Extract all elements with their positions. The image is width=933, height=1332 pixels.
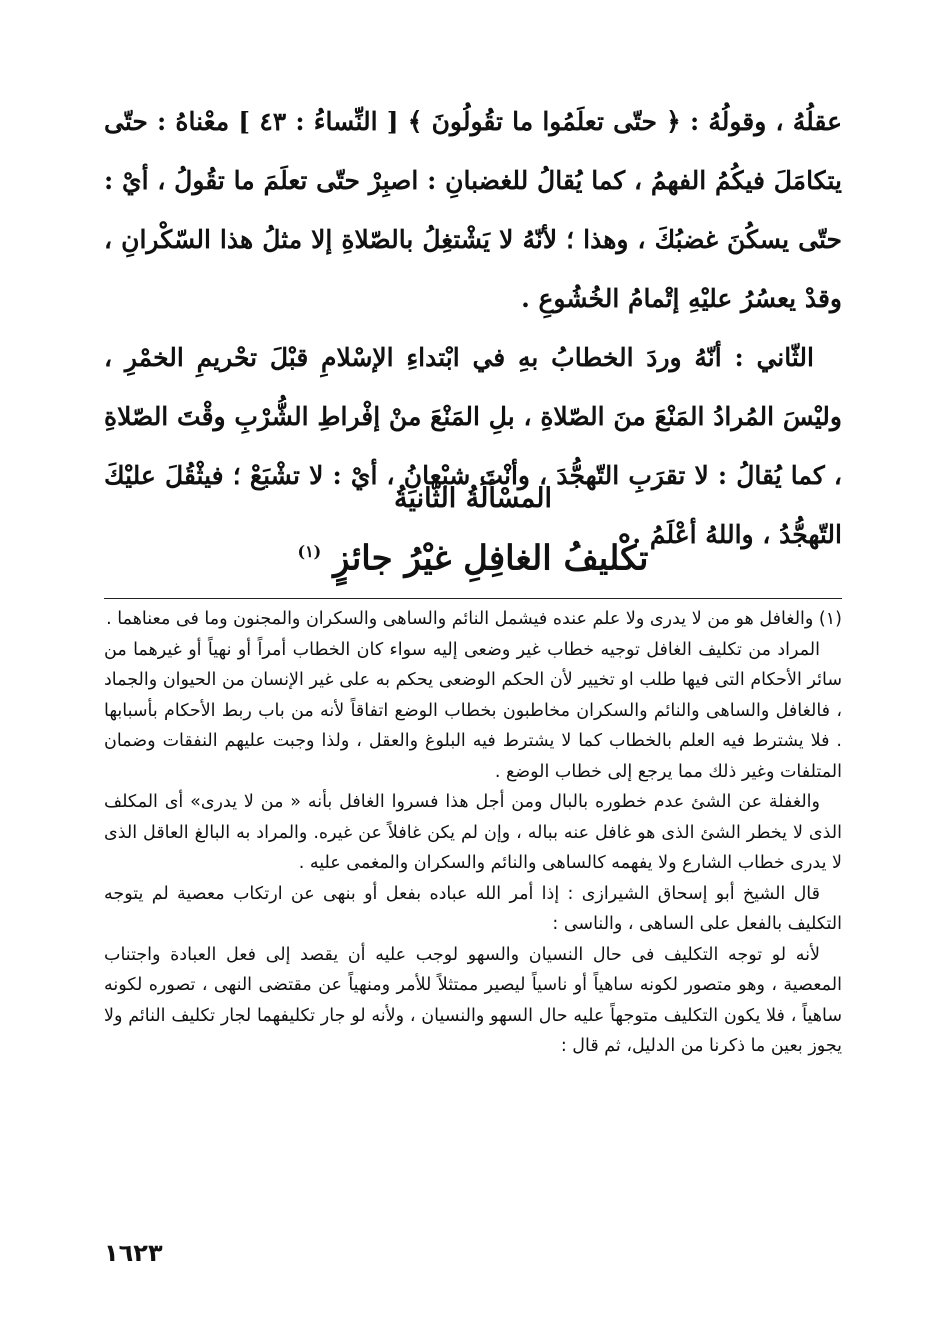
page-number: ١٦٢٣ (104, 1239, 163, 1267)
footnote-paragraph-3: والغفلة عن الشئ عدم خطوره بالبال ومن أجل هذا فسروا الغافل بأنه « من لا يدرى» أى المكلف الذى لا يخطر الشئ الذى هو غافل عنه بباله ، وإن لم يكن غافلاً عن غيره. والمراد به البالغ العاقل الذى لا يدرى خطاب الشارع ولا يفهمه كالساهى والنائم والسكران والمغمى عليه . (104, 792, 842, 873)
main-paragraph-1: عقلُهُ ، وقولُهُ : ﴿ حتّى تعلَمُوا ما تقُولُونَ ﴾ [ النِّساءُ : ٤٣ ] معْناهُ : حتّى يتكامَلَ فيكُمُ الفهمُ ، كما يُقالُ للغضبانِ : اصبِرْ حتّى تعلَمَ ما تقُولُ ، أيْ : حتّى يسكُنَ غضبُكَ ، وهذا ؛ لأنّهُ لا يَشْتغِلُ بالصّلاةِ إلا مثلُ هذا السّكْرانِ ، وقدْ يعسُرُ عليْهِ إتْمامُ الخُشُوعِ . (104, 107, 842, 313)
footnote-paragraph-5: لأنه لو توجه التكليف فى حال النسيان والسهو لوجب عليه أن يقصد إلى فعل العبادة واجتناب المعصية ، وهو متصور لكونه ساهياً أو ناسياً ليصير ممتثلاً للأمر ومنهياً عن مقتضى النهى ، تصوره لكونه ساهياً ، فلا يكون التكليف متوجهاً عليه حال السهو والنسيان ، ولأنه لو جار تكليفهما لجار تكليف النائم ولا يجوز بعين ما ذكرنا من الدليل، ثم قال : (104, 944, 842, 1056)
issue-heading: المسْألَةُ الثّانيَةُ (394, 483, 552, 514)
footnote-paragraph-4: قال الشيخ أبو إسحاق الشيرازى : إذا أمر الله عباده بفعل أو بنهى عن ارتكاب معصية لم يتوجه التكليف بالفعل على الساهى ، والناسى : (104, 883, 842, 934)
footnote-marker: (١) (297, 542, 322, 561)
footnote-paragraph-2: المراد من تكليف الغافل توجيه خطاب غير وضعى إليه سواء كان الخطاب أمراً أو نهياً أو غيرهما من سائر الأحكام التى فيها طلب او تخيير لأن الحكم الوضعى يحكم به على غير الإنسان من الحيوان والجماد ، فالغافل والساهى والنائم والسكران مخاطبون بخطاب الوضع اتفاقاً لأنه من باب ربط الأحكام بأسبابها . فلا يشترط فيه العلم بالخطاب كما لا يشترط فيه البلوغ والعقل ، ولذا وجبت عليهم النفقات وضمان المتلفات وغير ذلك مما يرجع إلى خطاب الوضع . (104, 639, 842, 782)
footnotes (104, 604, 842, 1062)
section-title (104, 524, 842, 586)
main-paragraph-2: الثّاني : أنّهُ وردَ الخطابُ بهِ في ابْتداءِ الإسْلامِ قبْلَ تحْريمِ الخمْرِ ، وليْسَ المُرادُ المَنْعَ منَ الصّلاةِ ، بلِ المَنْعَ منْ إفْراطِ الشُّرْبِ وقْتَ الصّلاةِ ، كما يُقالُ : لا تقرَبِ التّهجُّدَ ، وأنْتَ شبْعانُ ، أيْ : لا تشْبَعْ ؛ فيثْقُلَ عليْكَ التّهجُّدُ ، واللهُ أعْلَمُ . (104, 343, 842, 549)
footnote-divider (104, 598, 842, 599)
footnote-paragraph-1: (١) والغافل هو من لا يدرى ولا علم عنده فيشمل النائم والساهى والسكران والمجنون وما فى معناهما . (106, 609, 842, 629)
section-title-text: تكْليفُ الغافِلِ غيْرُ جائزٍ (333, 538, 649, 579)
